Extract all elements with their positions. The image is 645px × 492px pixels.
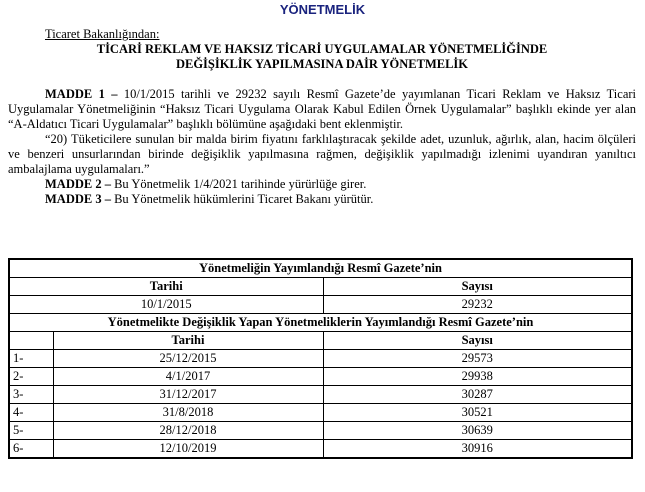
amendment-index: 1- [9, 350, 53, 368]
table-row [9, 350, 632, 368]
amendment-date: 4/1/2017 [53, 368, 323, 386]
original-date: 10/1/2015 [9, 296, 323, 314]
article-2-text: Bu Yönetmelik 1/4/2021 tarihinde yürürlüğe girer. [110, 177, 367, 191]
table-row [9, 259, 632, 278]
regulation-body [8, 27, 636, 207]
amendment-number: 30521 [323, 404, 632, 422]
article-3-text: Bu Yönetmelik hükümlerini Ticaret Bakanı yürütür. [110, 192, 374, 206]
title-line-2: DEĞİŞİKLİK YAPILMASINA DAİR YÖNETMELİK [175, 57, 469, 71]
article-2 [8, 177, 636, 192]
amendment-date: 31/8/2018 [53, 404, 323, 422]
publication-history-table [8, 258, 633, 459]
amendment-date: 25/12/2015 [53, 350, 323, 368]
amendment-index: 5- [9, 422, 53, 440]
article-1 [8, 87, 636, 132]
table-row [9, 368, 632, 386]
amendment-index: 2- [9, 368, 53, 386]
amendment-number: 29573 [323, 350, 632, 368]
table-row [9, 296, 632, 314]
col-date-header-2: Tarihi [53, 332, 323, 350]
amendment-number: 30916 [323, 440, 632, 459]
amendment-index: 3- [9, 386, 53, 404]
article-3 [8, 192, 636, 207]
amendment-date: 31/12/2017 [53, 386, 323, 404]
article-2-label: MADDE 2 – [45, 177, 111, 191]
empty-cell [9, 332, 53, 350]
article-3-label: MADDE 3 – [45, 192, 111, 206]
section-1-header: Yönetmeliğin Yayımlandığı Resmî Gazete’nin [9, 259, 632, 278]
amendment-number: 30639 [323, 422, 632, 440]
table-row [9, 278, 632, 296]
article-1-label: MADDE 1 – [45, 87, 118, 101]
table-row [9, 332, 632, 350]
col-number-header: Sayısı [323, 278, 632, 296]
document-type-header: YÖNETMELİK [279, 2, 366, 17]
amendment-date: 12/10/2019 [53, 440, 323, 459]
section-2-header: Yönetmelikte Değişiklik Yapan Yönetmeliklerin Yayımlandığı Resmî Gazete’nin [9, 314, 632, 332]
amendment-index: 4- [9, 404, 53, 422]
article-1-text: 10/1/2015 tarihli ve 29232 sayılı Resmî Gazete’de yayımlanan Ticari Reklam ve Haksız Ticari Uygulamalar Yönetmeliğinin “Haksız Ticari Uygulama Olarak Kabul Edilen Örnek Uygulamalar” başlıklı ekinde yer alan “A-Aldatıcı Ticari Uygulamalar” başlıklı bölümüne aşağıdaki bent eklenmiştir. [8, 87, 637, 131]
amendment-number: 29938 [323, 368, 632, 386]
table-row [9, 386, 632, 404]
table-row [9, 404, 632, 422]
amendment-number: 30287 [323, 386, 632, 404]
table-row [9, 440, 632, 459]
issuer: Ticaret Bakanlığından: [45, 27, 160, 41]
col-date-header: Tarihi [9, 278, 323, 296]
article-1-quote: “20) Tüketicilere sunulan bir malda birim fiyatını farklılaştıracak şekilde adet, uzunluk, ağırlık, alan, hacim ölçüleri ve benzeri unsurlarından birinde değişiklik yapılmasına rağmen, değişiklik yapılmadığı izlenimi uyandıran yanıltıcı ambalajlama uygulamaları.” [8, 132, 636, 176]
title-line-1: TİCARİ REKLAM VE HAKSIZ TİCARİ UYGULAMALAR YÖNETMELİĞİNDE [96, 42, 548, 56]
table-row [9, 314, 632, 332]
amendment-date: 28/12/2018 [53, 422, 323, 440]
original-number: 29232 [323, 296, 632, 314]
amendment-index: 6- [9, 440, 53, 459]
col-number-header-2: Sayısı [323, 332, 632, 350]
table-row [9, 422, 632, 440]
